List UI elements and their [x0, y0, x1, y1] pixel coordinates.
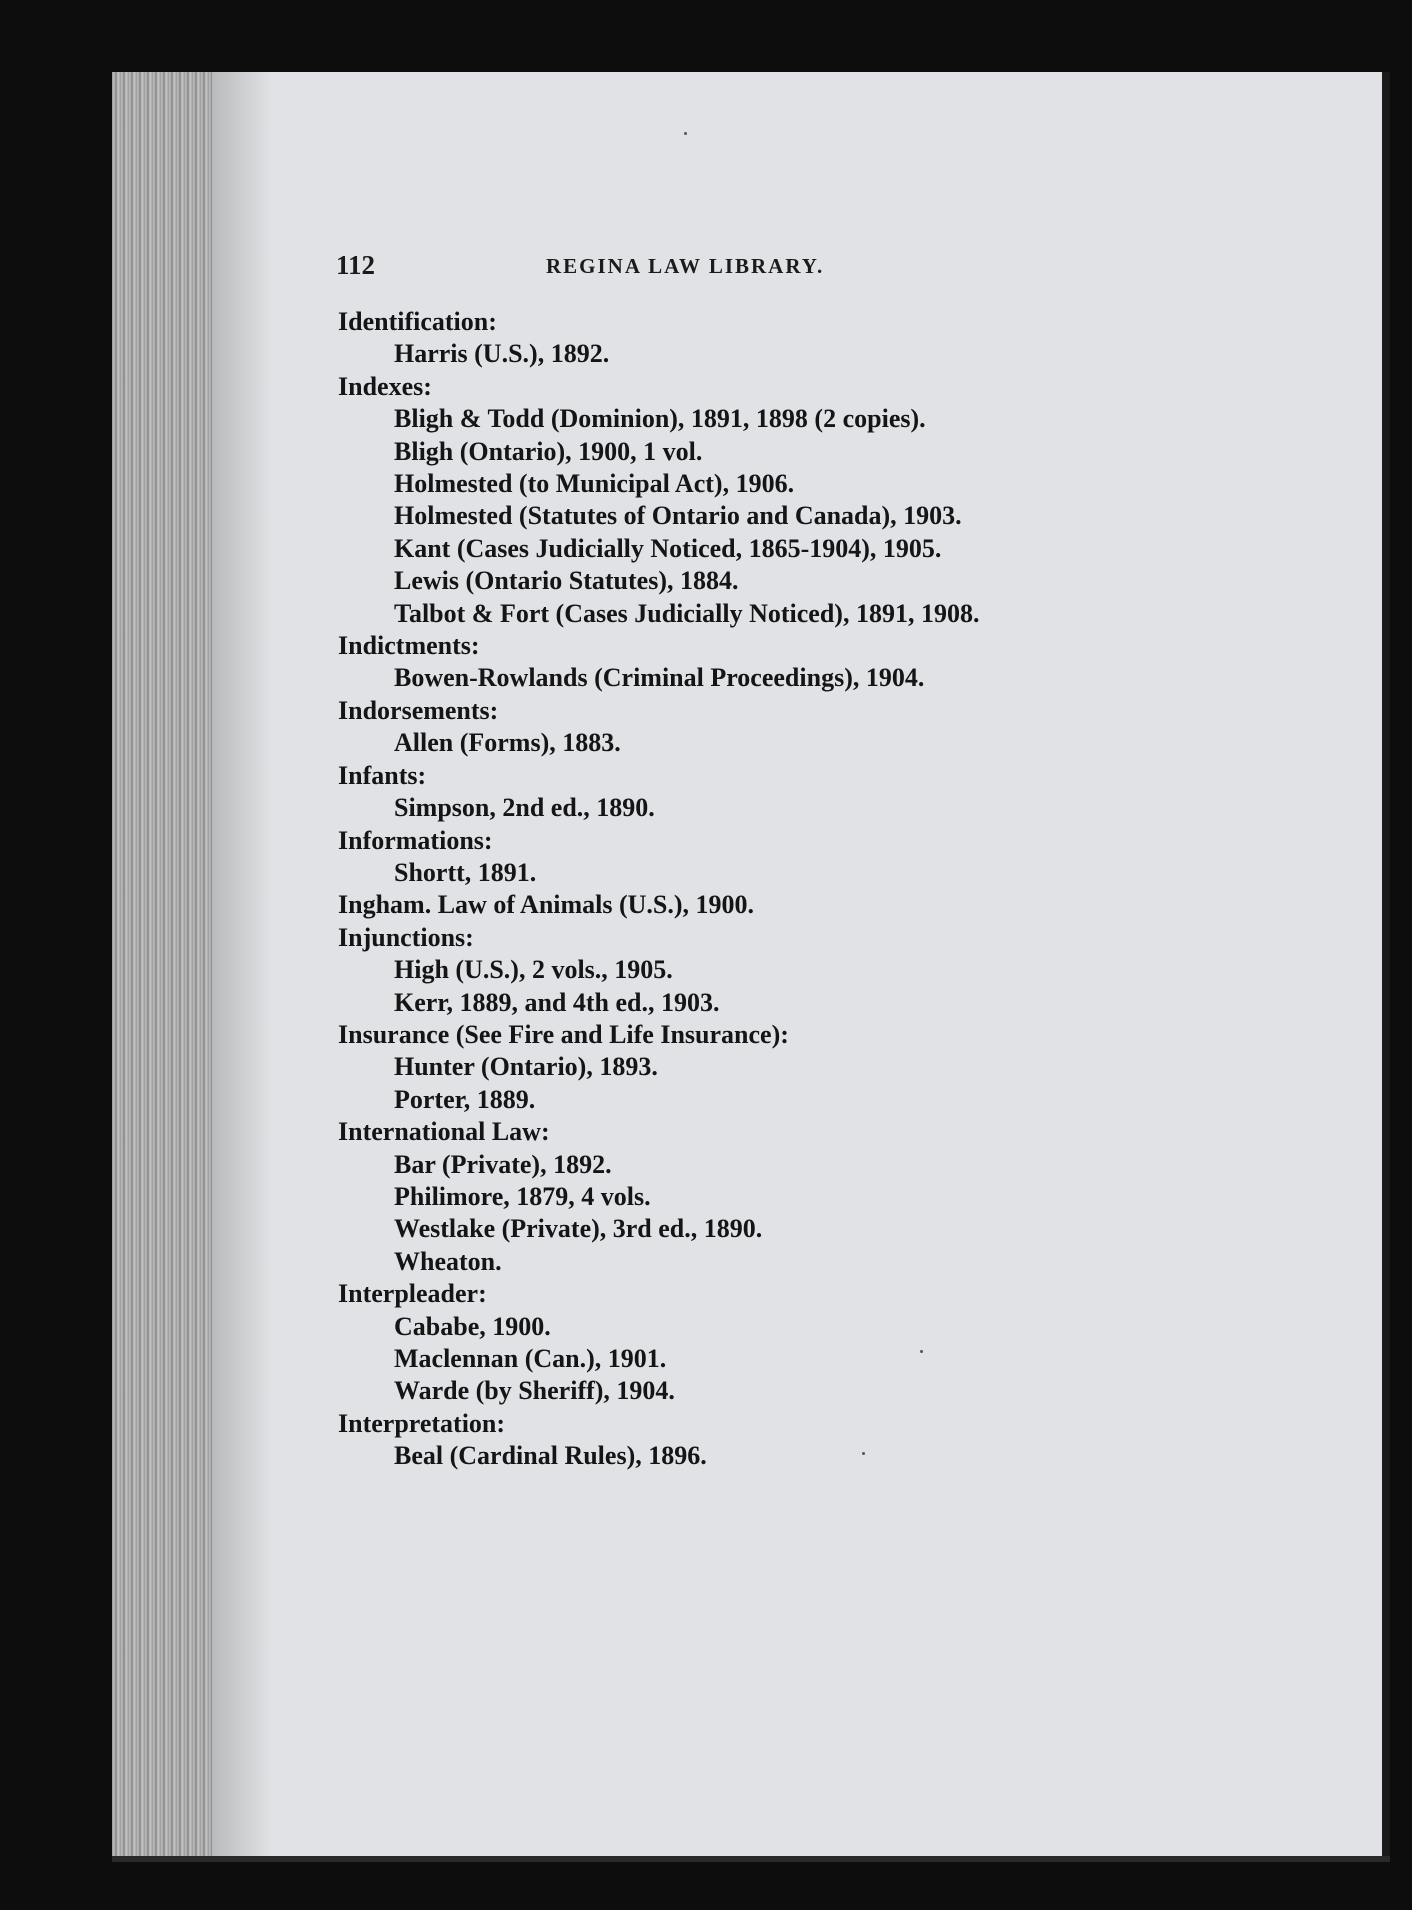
index-heading: Insurance (See Fire and Life Insurance): — [338, 1019, 789, 1049]
index-heading: Infants: — [338, 760, 427, 790]
index-subentry: Bowen-Rowlands (Criminal Proceedings), 1904. — [394, 663, 925, 693]
index-subentry: Warde (by Sheriff), 1904. — [394, 1376, 675, 1406]
right-edge-rule — [1382, 72, 1390, 1862]
index-subentry: Wheaton. — [394, 1246, 502, 1276]
index-subentry: Holmested (to Municipal Act), 1906. — [394, 469, 795, 499]
index-subentry: High (U.S.), 2 vols., 1905. — [394, 955, 673, 985]
page-header — [336, 250, 1036, 290]
bottom-edge-rule — [112, 1856, 1390, 1862]
page-edges-shadow — [212, 72, 272, 1862]
index-subentry: Porter, 1889. — [394, 1084, 536, 1114]
index-subentry: Philimore, 1879, 4 vols. — [394, 1181, 651, 1211]
index-subentry: Shortt, 1891. — [394, 857, 537, 887]
index-subentry: Harris (U.S.), 1892. — [394, 339, 610, 369]
index-heading: International Law: — [338, 1117, 550, 1147]
index-subentry: Holmested (Statutes of Ontario and Canada), 1903. — [394, 501, 962, 531]
index-subentry: Cababe, 1900. — [394, 1311, 551, 1341]
index-subentry: Bar (Private), 1892. — [394, 1149, 612, 1179]
index-subentry: Allen (Forms), 1883. — [394, 728, 621, 758]
index-heading: Indictments: — [338, 631, 480, 661]
index-subentry: Lewis (Ontario Statutes), 1884. — [394, 566, 739, 596]
index-heading: Ingham. Law of Animals (U.S.), 1900. — [338, 890, 755, 920]
index-subentry: Bligh & Todd (Dominion), 1891, 1898 (2 copies). — [394, 404, 926, 434]
paper-speck — [684, 132, 687, 135]
index-subentry: Beal (Cardinal Rules), 1896. — [394, 1441, 707, 1471]
index-subentry: Simpson, 2nd ed., 1890. — [394, 793, 655, 823]
index-subentry: Talbot & Fort (Cases Judicially Noticed), 1891, 1908. — [394, 598, 980, 628]
index-subentry: Hunter (Ontario), 1893. — [394, 1052, 658, 1082]
page-edges — [112, 72, 212, 1862]
index-heading: Interpretation: — [338, 1408, 506, 1438]
page-number: 112 — [336, 250, 376, 280]
index-heading: Indorsements: — [338, 695, 499, 725]
index-entries — [338, 306, 1238, 1473]
index-subentry: Kerr, 1889, and 4th ed., 1903. — [394, 987, 720, 1017]
index-heading: Injunctions: — [338, 922, 474, 952]
index-heading: Identification: — [338, 307, 497, 336]
running-head: REGINA LAW LIBRARY. — [546, 254, 825, 278]
index-subentry: Westlake (Private), 3rd ed., 1890. — [394, 1214, 763, 1244]
index-heading: Indexes: — [338, 371, 432, 401]
index-heading: Informations: — [338, 825, 493, 855]
index-subentry: Maclennan (Can.), 1901. — [394, 1344, 667, 1373]
index-heading: Interpleader: — [338, 1279, 487, 1309]
index-subentry: Kant (Cases Judicially Noticed, 1865-1904), 1905. — [394, 533, 942, 563]
index-subentry: Bligh (Ontario), 1900, 1 vol. — [394, 436, 703, 466]
